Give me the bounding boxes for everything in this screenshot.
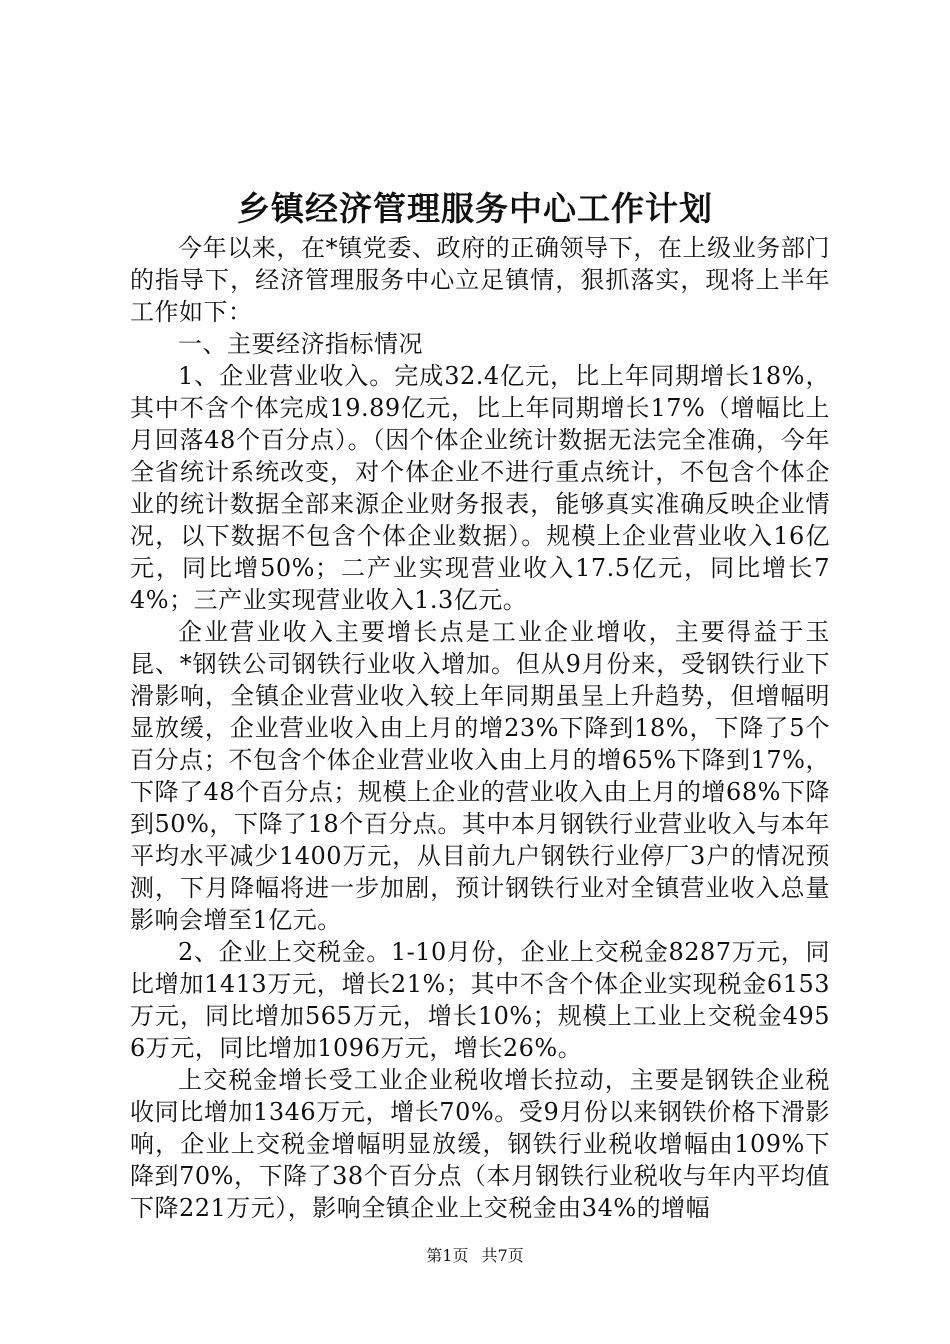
paragraph-revenue-analysis: 企业营业收入主要增长点是工业企业增收，主要得益于玉昆、*钢铁公司钢铁行业收入增加。但从9月份来，受钢铁行业下滑影响，全镇企业营业收入较上年同期虽呈上升趋势，但增幅明显放缓，企业营业收入由上月的增23%下降到18%，下降了5个百分点；不包含个体企业营业收入由上月的增65%下降到17%，下降了48个百分点；规模上企业的营业收入由上月的增68%下降到50%，下降了18个百分点。其中本月钢铁行业营业收入与本年平均水平减少1400万元，从目前九户钢铁行业停厂3户的情况预测，下月降幅将进一步加剧，预计钢铁行业对全镇营业收入总量影响会增至1亿元。 — [130, 618, 830, 934]
document-title: 乡镇经济管理服务中心工作计划 — [237, 189, 713, 228]
document-body — [130, 232, 830, 1224]
page-footer — [0, 1244, 950, 1268]
paragraph-tax-analysis: 上交税金增长受工业企业税收增长拉动，主要是钢铁企业税收同比增加1346万元，增长70%。受9月份以来钢铁价格下滑影响，企业上交税金增幅明显放缓，钢铁行业税收增幅由109%下降到70%，下降了38个百分点（本月钢铁行业税收与年内平均值下降221万元），影响全镇企业上交税金由34%的增幅 — [130, 1066, 830, 1222]
paragraph-tax: 2、企业上交税金。1-10月份，企业上交税金8287万元，同比增加1413万元，增长21%；其中不含个体企业实现税金6153万元，同比增加565万元，增长10%；规模上工业上交税金4956万元，同比增加1096万元，增长26%。 — [130, 938, 830, 1062]
page-number: 第1页 — [426, 1246, 469, 1265]
section-heading-economic-indicators: 一、主要经济指标情况 — [178, 330, 423, 358]
paragraph-intro: 今年以来，在*镇党委、政府的正确领导下，在上级业务部门的指导下，经济管理服务中心立足镇情，狠抓落实，现将上半年工作如下： — [130, 234, 830, 326]
paragraph-revenue: 1、企业营业收入。完成32.4亿元，比上年同期增长18%，其中不含个体完成19.89亿元，比上年同期增长17%（增幅比上月回落48个百分点）。（因个体企业统计数据无法完全准确，今年全省统计系统改变，对个体企业不进行重点统计，不包含个体企业的统计数据全部来源企业财务报表，能够真实准确反映企业情况，以下数据不包含个体企业数据）。规模上企业营业收入16亿元，同比增50%；二产业实现营业收入17.5亿元，同比增长74%；三产业实现营业收入1.3亿元。 — [130, 362, 830, 614]
page-total: 共7页 — [481, 1246, 524, 1265]
